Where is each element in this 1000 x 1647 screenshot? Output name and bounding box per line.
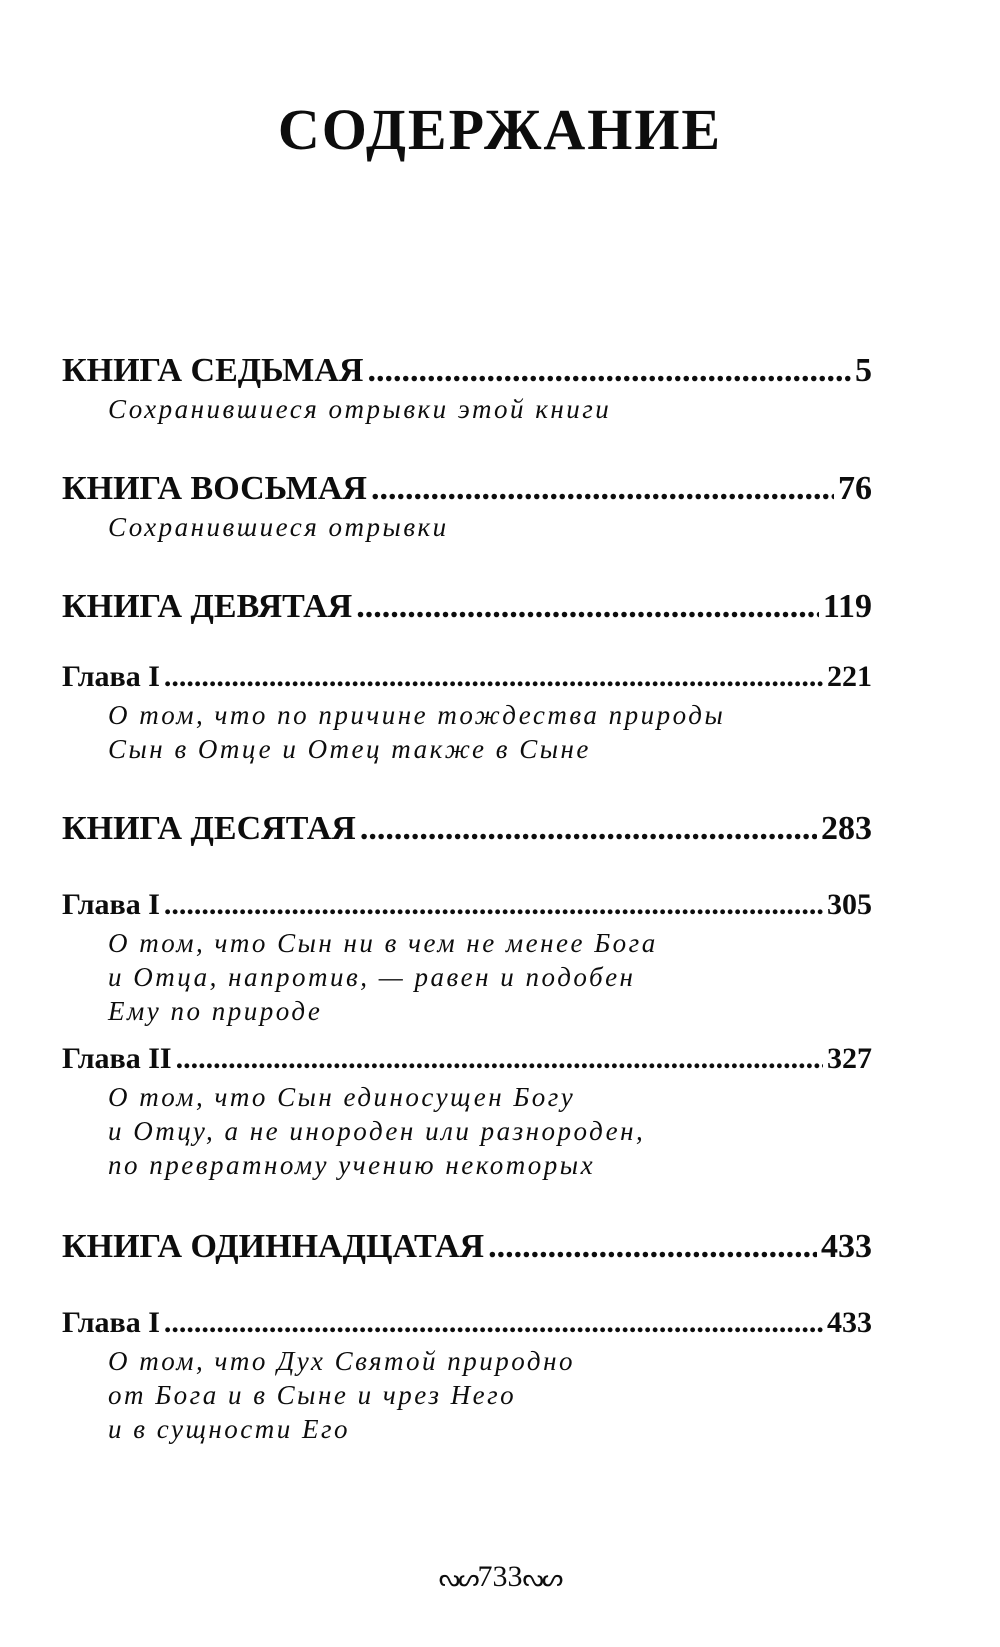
description-line: Сохранившиеся отрывки	[108, 512, 449, 542]
toc-entry-description	[108, 510, 868, 544]
folio-number: 733	[477, 1560, 523, 1593]
description-line: по превратному учению некоторых	[108, 1150, 596, 1180]
toc-page-number: 327	[827, 1042, 872, 1075]
description-line: О том, что Дух Святой природно	[108, 1346, 575, 1376]
toc-page-number: 221	[827, 660, 872, 693]
toc-page-number: 5	[855, 352, 872, 389]
toc-entry-label: Глава I	[62, 1306, 160, 1339]
toc-entry-label: КНИГА ВОСЬМАЯ	[62, 470, 367, 507]
ornament-right-icon: ᔓᔕ	[522, 1566, 562, 1592]
dot-leader	[371, 470, 834, 508]
dot-leader	[488, 1228, 817, 1266]
dot-leader	[164, 1306, 823, 1340]
dot-leader	[360, 810, 817, 848]
toc-entry-book-9[interactable]	[62, 588, 872, 626]
description-line: и Отцу, а не инороден или разнороден,	[108, 1116, 646, 1146]
description-line: от Бога и в Сыне и чрез Него	[108, 1380, 517, 1410]
toc-page-number: 76	[838, 470, 872, 507]
description-line: Сын в Отце и Отец также в Сыне	[108, 734, 591, 764]
description-line: О том, что Сын ни в чем не менее Бога	[108, 928, 658, 958]
toc-entry-label: КНИГА ДЕСЯТАЯ	[62, 810, 356, 847]
description-line: и Отца, напротив, — равен и подобен	[108, 962, 636, 992]
dot-leader	[367, 352, 851, 390]
toc-entry-label: Глава I	[62, 660, 160, 693]
page-folio	[0, 1560, 1000, 1594]
toc-entry-label: КНИГА ОДИННАДЦАТАЯ	[62, 1228, 485, 1265]
toc-entry-label: Глава II	[62, 1042, 172, 1075]
description-line: Сохранившиеся отрывки этой книги	[108, 394, 612, 424]
page-title: СОДЕРЖАНИЕ	[277, 97, 723, 162]
toc-page-number: 433	[821, 1228, 872, 1265]
toc-page-number: 305	[827, 888, 872, 921]
toc-entry-description	[108, 392, 868, 426]
toc-entry-label: КНИГА ДЕВЯТАЯ	[62, 588, 353, 625]
description-line: О том, что по причине тождества природы	[108, 700, 726, 730]
toc-page-number: 283	[821, 810, 872, 847]
toc-entry-label: Глава I	[62, 888, 160, 921]
toc-entry-book-10[interactable]	[62, 810, 872, 848]
description-line: Ему по природе	[108, 996, 323, 1026]
toc-page-number: 119	[822, 588, 872, 625]
toc-entry-description	[108, 698, 868, 766]
toc-entry-description	[108, 1080, 868, 1182]
toc-entry-chapter[interactable]	[62, 660, 872, 694]
description-line: и в сущности Его	[108, 1414, 351, 1444]
description-line: О том, что Сын единосущен Богу	[108, 1082, 576, 1112]
toc-entry-book-7[interactable]	[62, 352, 872, 390]
toc-entry-chapter[interactable]	[62, 1042, 872, 1076]
toc-entry-chapter[interactable]	[62, 888, 872, 922]
dot-leader	[164, 888, 823, 922]
toc-entry-description	[108, 1344, 868, 1446]
dot-leader	[176, 1042, 823, 1076]
dot-leader	[164, 660, 823, 694]
toc-entry-book-11[interactable]	[62, 1228, 872, 1266]
toc-entry-label: КНИГА СЕДЬМАЯ	[62, 352, 364, 389]
toc-entry-chapter[interactable]	[62, 1306, 872, 1340]
toc-page-number: 433	[827, 1306, 872, 1339]
dot-leader	[356, 588, 819, 626]
ornament-left-icon: ᔓᔕ	[438, 1566, 478, 1592]
toc-entry-book-8[interactable]	[62, 470, 872, 508]
toc-entry-description	[108, 926, 868, 1028]
